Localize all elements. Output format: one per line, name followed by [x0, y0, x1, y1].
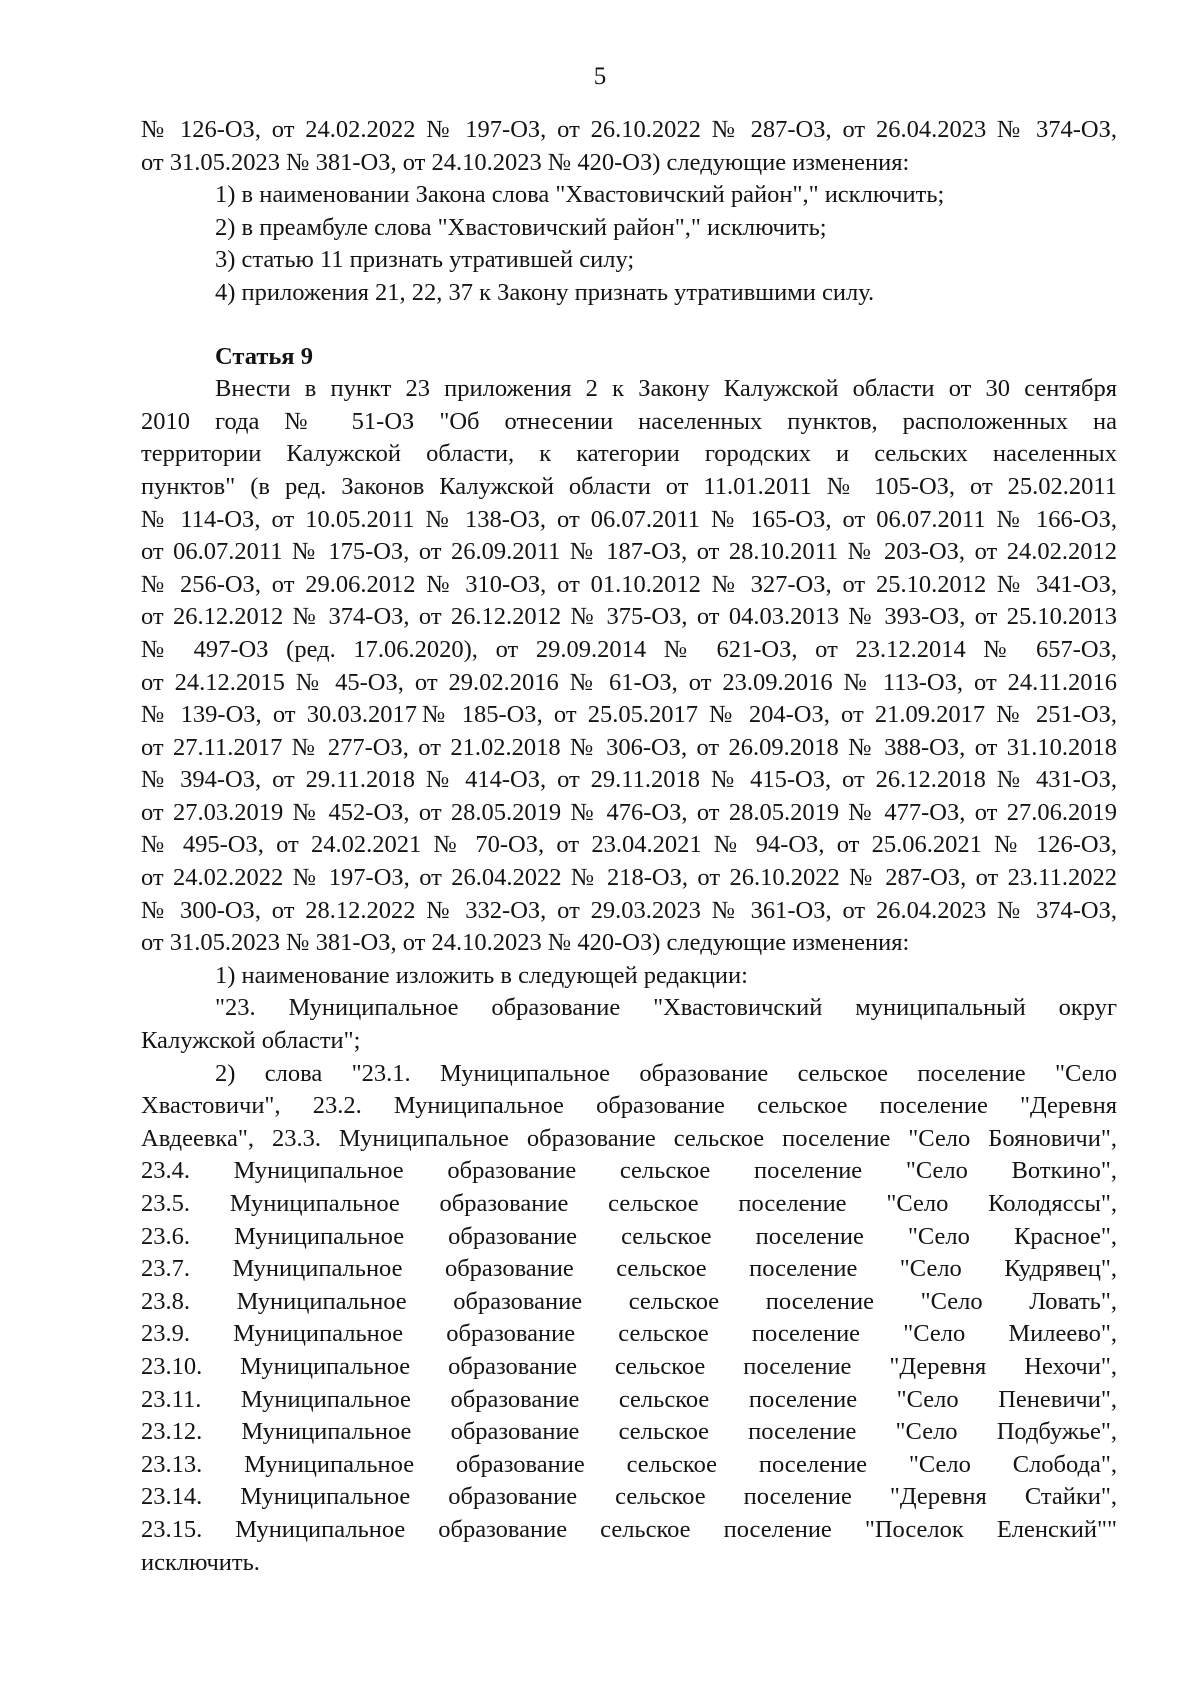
closing-word: исключить.	[141, 1548, 260, 1576]
amendment-item-2: 2) в преамбуле слова "Хвастовичский район"," исключить;	[215, 213, 827, 241]
amendment-item-4: 4) приложения 21, 22, 37 к Закону признать утратившими силу.	[215, 278, 875, 306]
item1-line: 1) наименование изложить в следующей редакции:	[215, 961, 748, 989]
intro-line-2: от 31.05.2023 № 381-ОЗ, от 24.10.2023 № 420-ОЗ) следующие изменения:	[141, 148, 910, 176]
article9-line: от 24.02.2022 № 197-ОЗ, от 26.04.2022 № 218-ОЗ, от 26.10.2022 № 287-ОЗ, от 23.11.2022	[141, 864, 1117, 892]
item1-line: Калужской области";	[141, 1027, 361, 1055]
article9-line: от 24.12.2015 № 45-ОЗ, от 29.02.2016 № 61-ОЗ, от 23.09.2016 № 113-ОЗ, от 24.11.2016	[141, 668, 1117, 696]
article9-line: № 139-ОЗ, от 30.03.2017№ 185-ОЗ, от 25.05.2017 № 204-ОЗ, от 21.09.2017 № 251-ОЗ,	[141, 701, 1117, 729]
article9-line: от 27.11.2017 № 277-ОЗ, от 21.02.2018 № 306-ОЗ, от 26.09.2018 № 388-ОЗ, от 31.10.2018	[141, 733, 1117, 761]
article9-line: 2010 года № 51-ОЗ "Об отнесении населенных пунктов, расположенных на	[141, 407, 1117, 435]
item1-line: "23. Муниципальное образование "Хвастовичский муниципальный округ	[215, 994, 1117, 1022]
item2-line: 23.13. Муниципальное образование сельское поселение "Село Слобода",	[141, 1450, 1117, 1478]
item2-line: 23.8. Муниципальное образование сельское поселение "Село Ловать",	[141, 1287, 1117, 1315]
article9-line: от 06.07.2011 № 175-ОЗ, от 26.09.2011 № 187-ОЗ, от 28.10.2011 № 203-ОЗ, от 24.02.2012	[141, 538, 1117, 566]
item2-line: 23.15. Муниципальное образование сельское поселение "Поселок Еленский""	[141, 1515, 1117, 1543]
item2-line: 23.10. Муниципальное образование сельское поселение "Деревня Нехочи",	[141, 1352, 1117, 1380]
article9-line: от 31.05.2023 № 381-ОЗ, от 24.10.2023 № 420-ОЗ) следующие изменения:	[141, 929, 910, 957]
article-heading: Статья 9	[215, 342, 313, 370]
article9-line: пунктов" (в ред. Законов Калужской области от 11.01.2011 № 105-ОЗ, от 25.02.2011	[141, 472, 1117, 500]
item2-line: 23.4. Муниципальное образование сельское поселение "Село Воткино",	[141, 1157, 1117, 1185]
item2-line: 23.5. Муниципальное образование сельское поселение "Село Колодяссы",	[141, 1190, 1117, 1217]
spacer	[141, 310, 1117, 341]
item2-line: 23.9. Муниципальное образование сельское поселение "Село Милеево",	[141, 1320, 1117, 1348]
article9-line: № 497-ОЗ (ред. 17.06.2020), от 29.09.2014 № 621-ОЗ, от 23.12.2014 № 657-ОЗ,	[141, 635, 1117, 663]
intro-line-1: № 126-ОЗ, от 24.02.2022 № 197-ОЗ, от 26.10.2022 № 287-ОЗ, от 26.04.2023 № 374-ОЗ,	[141, 116, 1117, 143]
article9-line: от 26.12.2012 № 374-ОЗ, от 26.12.2012 № 375-ОЗ, от 04.03.2013 № 393-ОЗ, от 25.10.2013	[141, 603, 1117, 631]
article9-line: № 256-ОЗ, от 29.06.2012 № 310-ОЗ, от 01.10.2012 № 327-ОЗ, от 25.10.2012 № 341-ОЗ,	[141, 570, 1117, 598]
item2-line: 23.14. Муниципальное образование сельское поселение "Деревня Стайки",	[141, 1483, 1117, 1511]
item2-line: Авдеевка", 23.3. Муниципальное образование сельское поселение "Село Бояновичи",	[141, 1124, 1117, 1152]
article9-line: № 114-ОЗ, от 10.05.2011 № 138-ОЗ, от 06.07.2011 № 165-ОЗ, от 06.07.2011 № 166-ОЗ,	[141, 505, 1117, 533]
article9-line: от 27.03.2019 № 452-ОЗ, от 28.05.2019 № 476-ОЗ, от 28.05.2019 № 477-ОЗ, от 27.06.2019	[141, 798, 1117, 826]
document-body	[141, 114, 1117, 1579]
amendment-item-3: 3) статью 11 признать утратившей силу;	[215, 246, 635, 274]
article9-line: Внести в пункт 23 приложения 2 к Закону Калужской области от 30 сентября	[215, 375, 1117, 403]
amendment-item-1: 1) в наименовании Закона слова "Хвастовичский район"," исключить;	[215, 181, 945, 209]
article9-line: территории Калужской области, к категории городских и сельских населенных	[141, 440, 1117, 468]
item2-line: 23.7. Муниципальное образование сельское поселение "Село Кудрявец",	[141, 1255, 1117, 1283]
article9-line: № 495-ОЗ, от 24.02.2021 № 70-ОЗ, от 23.04.2021 № 94-ОЗ, от 25.06.2021 № 126-ОЗ,	[141, 831, 1117, 859]
item2-line: 23.6. Муниципальное образование сельское поселение "Село Красное",	[141, 1222, 1117, 1250]
article9-line: № 394-ОЗ, от 29.11.2018 № 414-ОЗ, от 29.11.2018 № 415-ОЗ, от 26.12.2018 № 431-ОЗ,	[141, 766, 1117, 794]
article9-line: № 300-ОЗ, от 28.12.2022 № 332-ОЗ, от 29.03.2023 № 361-ОЗ, от 26.04.2023 № 374-ОЗ,	[141, 896, 1117, 924]
item2-line: 23.11. Муниципальное образование сельское поселение "Село Пеневичи",	[141, 1385, 1117, 1413]
page-number: 5	[593, 63, 607, 90]
item2-line: 23.12. Муниципальное образование сельское поселение "Село Подбужье",	[141, 1418, 1117, 1446]
item2-line: 2) слова "23.1. Муниципальное образование сельское поселение "Село	[215, 1059, 1117, 1087]
item2-line: Хвастовичи", 23.2. Муниципальное образование сельское поселение "Деревня	[141, 1092, 1117, 1120]
